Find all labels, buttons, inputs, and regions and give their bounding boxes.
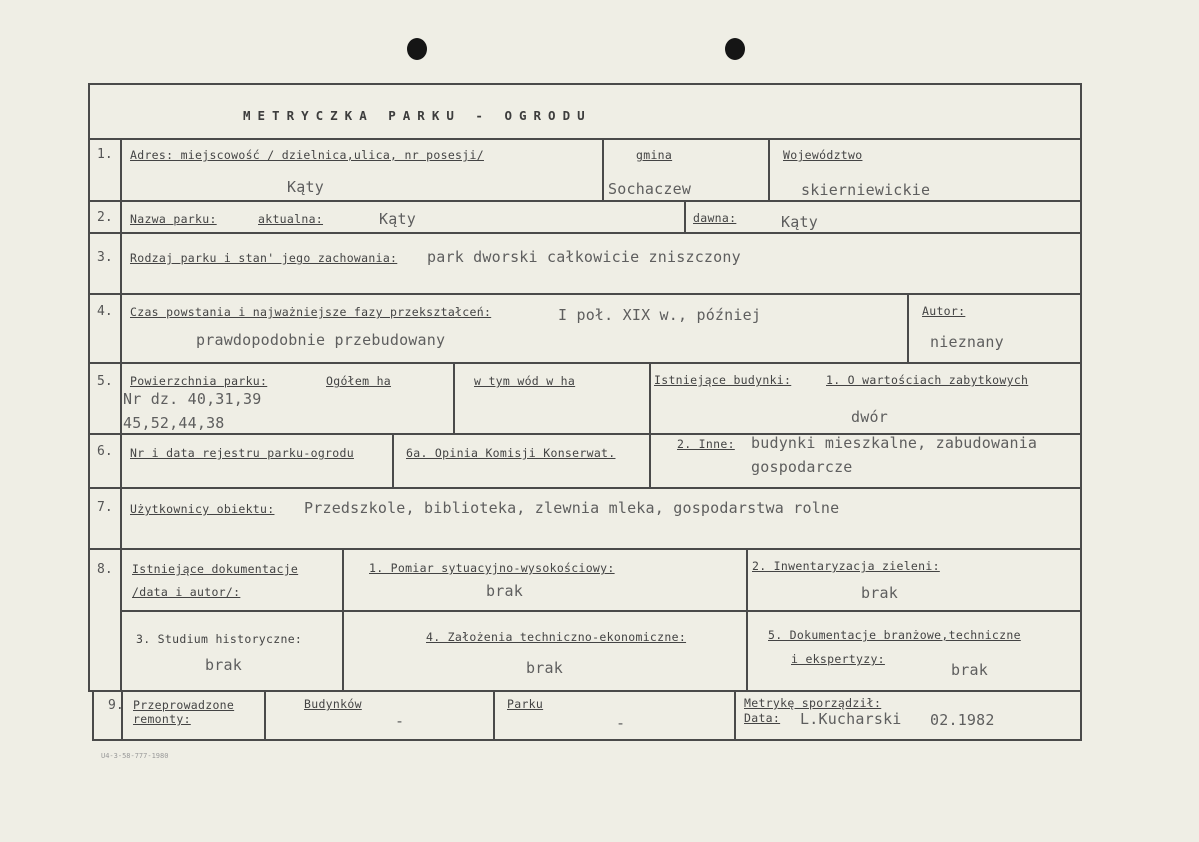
dawna-value[interactable]: Kąty [781,213,818,231]
inne-budynki-value-2[interactable]: gospodarcze [751,458,853,476]
opinia-komisji-label: 6a. Opinia Komisji Konserwat. [406,446,616,460]
row-number-9: 9. [108,698,124,713]
rodzaj-parku-label: Rodzaj parku i stan' jego zachowania: [130,251,398,265]
punch-hole-right [725,38,745,60]
branzowe-value[interactable]: brak [951,661,988,679]
zalozenia-value[interactable]: brak [526,659,563,677]
budynkow-label: Budynków [304,697,362,711]
row-number-8: 8. [97,562,113,577]
dokumentacje-label-2: /data i autor/: [132,585,241,599]
wod-label: w tym wód w ha [474,374,576,388]
inwentaryzacja-label: 2. Inwentaryzacja zieleni: [752,559,940,573]
budynki-zabytkowe-value[interactable]: dwór [851,408,888,426]
powierzchnia-label: Powierzchnia parku: [130,374,268,388]
branzowe-label-2: i ekspertyzy: [791,652,885,666]
powierzchnia-value-2[interactable]: 45,52,44,38 [123,414,225,432]
row-number-2: 2. [97,210,113,225]
uzytkownicy-value[interactable]: Przedszkole, biblioteka, zlewnia mleka, gospodarstwa rolne [304,499,840,517]
rodzaj-parku-value[interactable]: park dworski całkowicie zniszczony [427,248,741,266]
row-number-3: 3. [97,250,113,265]
ogolem-label: Ogółem ha [326,374,392,388]
pomiar-label: 1. Pomiar sytuacyjno-wysokościowy: [369,561,615,575]
parku-value[interactable]: - [616,714,626,732]
aktualna-value[interactable]: Kąty [379,210,416,228]
address-value[interactable]: Kąty [287,178,324,196]
dokumentacje-label-1: Istniejące dokumentacje [132,562,299,576]
date-value[interactable]: 02.1982 [930,711,995,729]
uzytkownicy-label: Użytkownicy obiektu: [130,502,275,516]
czas-powstania-value-1[interactable]: I poł. XIX w., później [558,306,762,324]
autor-label: Autor: [922,304,966,318]
row-number-1: 1. [97,147,113,162]
budynki-label: Istniejące budynki: [654,373,792,387]
studium-value[interactable]: brak [205,656,242,674]
row-number-5: 5. [97,374,113,389]
remonty-label-2: remonty: [133,712,191,726]
row-number-4: 4. [97,304,113,319]
branzowe-label-1: 5. Dokumentacje branżowe,techniczne [768,628,1021,642]
budynki-zabytkowe-label: 1. O wartościach zabytkowych [826,373,1029,387]
wojewodztwo-label: Województwo [783,148,863,162]
form-title: METRYCZKA PARKU - OGRODU [243,108,592,123]
dawna-label: dawna: [693,211,737,225]
data-label: Data: [744,711,781,725]
autor-value[interactable]: nieznany [930,333,1004,351]
row-number-6: 6. [97,444,113,459]
address-label: Adres: miejscowość / dzielnica,ulica, nr posesji/ [130,148,484,162]
sporzadzil-value[interactable]: L.Kucharski [800,710,902,728]
parku-label: Parku [507,697,544,711]
zalozenia-label: 4. Założenia techniczno-ekonomiczne: [426,630,687,644]
remonty-label-1: Przeprowadzone [133,698,235,712]
punch-hole-left [407,38,427,60]
czas-powstania-label: Czas powstania i najważniejsze fazy przekształceń: [130,305,492,319]
budynkow-value[interactable]: - [395,712,405,730]
gmina-label: gmina [636,148,673,162]
aktualna-label: aktualna: [258,212,324,226]
nazwa-parku-label: Nazwa parku: [130,212,217,226]
form-print-code: U4-3-58-777-1980 [101,752,169,760]
inne-budynki-value-1[interactable]: budynki mieszkalne, zabudowania [751,434,1038,452]
czas-powstania-value-2[interactable]: prawdopodobnie przebudowany [196,331,446,349]
inne-budynki-label: 2. Inne: [677,437,735,451]
wojewodztwo-value[interactable]: skierniewickie [801,181,931,199]
rejestr-label: Nr i data rejestru parku-ogrodu [130,446,354,460]
pomiar-value[interactable]: brak [486,582,523,600]
inwentaryzacja-value[interactable]: brak [861,584,898,602]
row-number-7: 7. [97,500,113,515]
gmina-value[interactable]: Sochaczew [608,180,692,198]
powierzchnia-value-1[interactable]: Nr dz. 40,31,39 [123,390,262,408]
studium-label: 3. Studium historyczne: [136,632,303,646]
sporzadzil-label: Metrykę sporządził: [744,696,882,710]
